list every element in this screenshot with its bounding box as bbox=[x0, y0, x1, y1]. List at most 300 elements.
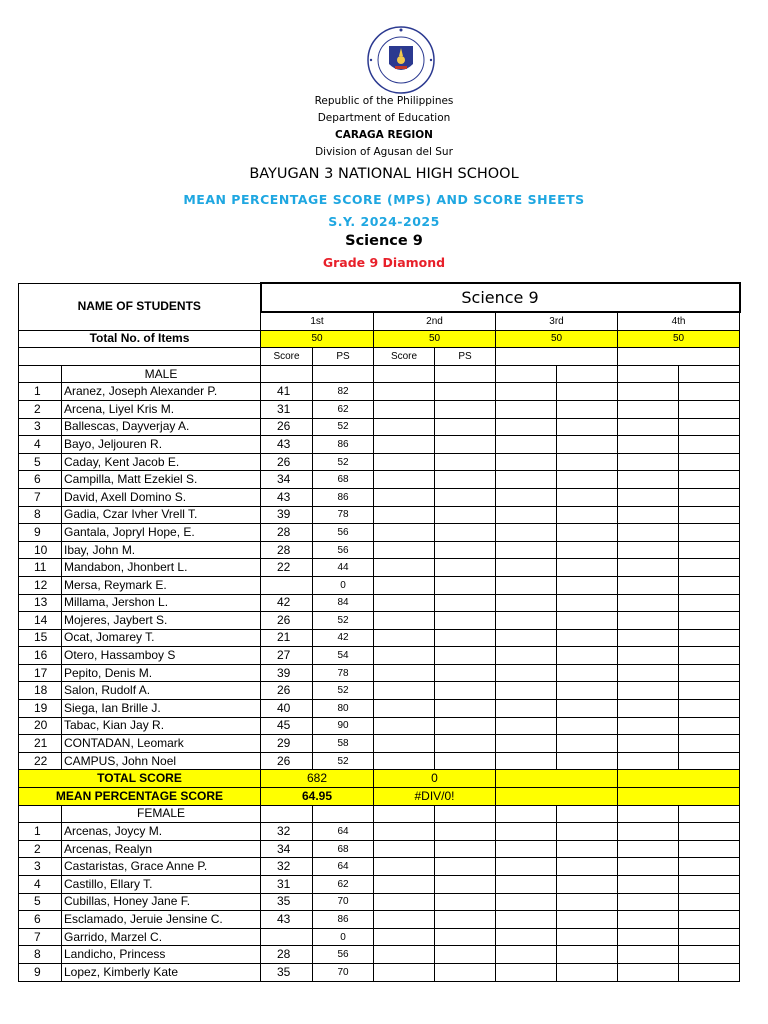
student-name: Mandabon, Jhonbert L. bbox=[62, 559, 261, 577]
student-name: CAMPUS, John Noel bbox=[62, 752, 261, 770]
empty-score-cell bbox=[618, 383, 679, 401]
student-name: Ibay, John M. bbox=[62, 541, 261, 559]
student-number: 9 bbox=[19, 524, 62, 542]
empty-score-cell bbox=[618, 436, 679, 454]
student-number: 20 bbox=[19, 717, 62, 735]
score-cell-q1: 45 bbox=[261, 717, 313, 735]
student-row bbox=[19, 893, 740, 911]
empty-score-cell bbox=[618, 559, 679, 577]
student-number: 3 bbox=[19, 418, 62, 436]
empty-score-cell bbox=[618, 453, 679, 471]
student-name: CONTADAN, Leomark bbox=[62, 735, 261, 753]
empty-score-cell bbox=[496, 471, 557, 489]
student-name: Landicho, Princess bbox=[62, 946, 261, 964]
empty-score-cell bbox=[618, 700, 679, 718]
ps-cell-q1: 68 bbox=[313, 840, 374, 858]
empty-score-cell bbox=[679, 664, 740, 682]
student-name: Lopez, Kimberly Kate bbox=[62, 963, 261, 981]
student-number: 10 bbox=[19, 541, 62, 559]
ps-cell-q1: 86 bbox=[313, 436, 374, 454]
student-number: 4 bbox=[19, 876, 62, 894]
empty-score-cell bbox=[374, 576, 435, 594]
ps-header-q1: PS bbox=[313, 348, 374, 366]
empty-score-cell bbox=[435, 488, 496, 506]
student-number: 2 bbox=[19, 840, 62, 858]
blank-cell bbox=[679, 365, 740, 383]
empty-score-cell bbox=[618, 576, 679, 594]
empty-score-cell bbox=[618, 682, 679, 700]
empty-score-cell bbox=[374, 717, 435, 735]
student-number: 15 bbox=[19, 629, 62, 647]
student-name: Campilla, Matt Ezekiel S. bbox=[62, 471, 261, 489]
empty-score-cell bbox=[374, 559, 435, 577]
student-number: 7 bbox=[19, 488, 62, 506]
student-number: 9 bbox=[19, 963, 62, 981]
empty-score-cell bbox=[618, 471, 679, 489]
mean-percentage-score-q4 bbox=[618, 788, 740, 806]
score-cell-q1: 35 bbox=[261, 893, 313, 911]
empty-score-cell bbox=[496, 418, 557, 436]
male-section-row bbox=[19, 365, 740, 383]
empty-score-cell bbox=[374, 471, 435, 489]
empty-score-cell bbox=[557, 576, 618, 594]
empty-score-cell bbox=[557, 453, 618, 471]
score-header-q2: Score bbox=[374, 348, 435, 366]
student-name: Mojeres, Jaybert S. bbox=[62, 612, 261, 630]
empty-score-cell bbox=[374, 911, 435, 929]
empty-score-cell bbox=[618, 963, 679, 981]
male-section-label: MALE bbox=[62, 365, 261, 383]
empty-score-cell bbox=[618, 735, 679, 753]
empty-score-cell bbox=[679, 541, 740, 559]
student-row bbox=[19, 840, 740, 858]
student-name: Mersa, Reymark E. bbox=[62, 576, 261, 594]
empty-score-cell bbox=[679, 506, 740, 524]
empty-score-cell bbox=[496, 823, 557, 841]
header-line-department: Department of Education bbox=[317, 112, 451, 124]
student-row bbox=[19, 963, 740, 981]
empty-score-cell bbox=[618, 524, 679, 542]
empty-score-cell bbox=[557, 700, 618, 718]
score-cell-q1: 43 bbox=[261, 911, 313, 929]
empty-score-cell bbox=[618, 418, 679, 436]
empty-score-cell bbox=[374, 928, 435, 946]
student-row bbox=[19, 400, 740, 418]
empty-score-cell bbox=[557, 506, 618, 524]
empty-score-cell bbox=[618, 946, 679, 964]
score-cell-q1: 34 bbox=[261, 471, 313, 489]
empty-score-cell bbox=[679, 383, 740, 401]
female-section-label: FEMALE bbox=[62, 805, 261, 823]
score-cell-q1: 26 bbox=[261, 612, 313, 630]
empty-score-cell bbox=[557, 682, 618, 700]
empty-score-cell bbox=[374, 541, 435, 559]
score-cell-q1: 32 bbox=[261, 823, 313, 841]
student-row bbox=[19, 471, 740, 489]
student-name: David, Axell Domino S. bbox=[62, 488, 261, 506]
score-cell-q1: 26 bbox=[261, 418, 313, 436]
student-number: 1 bbox=[19, 823, 62, 841]
empty-score-cell bbox=[618, 612, 679, 630]
student-name: Salon, Rudolf A. bbox=[62, 682, 261, 700]
ps-header-q2: PS bbox=[435, 348, 496, 366]
empty-score-cell bbox=[374, 963, 435, 981]
empty-score-cell bbox=[679, 488, 740, 506]
empty-score-cell bbox=[496, 383, 557, 401]
student-row bbox=[19, 594, 740, 612]
empty-score-cell bbox=[496, 752, 557, 770]
total-items-q2: 50 bbox=[374, 330, 496, 348]
empty-score-cell bbox=[496, 647, 557, 665]
score-cell-q1: 27 bbox=[261, 647, 313, 665]
empty-score-cell bbox=[679, 453, 740, 471]
score-cell-q1: 32 bbox=[261, 858, 313, 876]
empty-score-cell bbox=[496, 488, 557, 506]
student-number: 6 bbox=[19, 911, 62, 929]
empty-score-cell bbox=[374, 418, 435, 436]
empty-score-cell bbox=[496, 840, 557, 858]
ps-cell-q1: 62 bbox=[313, 400, 374, 418]
student-row bbox=[19, 647, 740, 665]
ps-cell-q1: 56 bbox=[313, 524, 374, 542]
blank-cell bbox=[496, 348, 618, 366]
score-cell-q1 bbox=[261, 928, 313, 946]
score-cell-q1: 21 bbox=[261, 629, 313, 647]
student-row bbox=[19, 541, 740, 559]
ps-cell-q1: 78 bbox=[313, 506, 374, 524]
quarter-4-header: 4th bbox=[618, 312, 740, 330]
blank-cell bbox=[313, 805, 374, 823]
empty-score-cell bbox=[435, 418, 496, 436]
empty-score-cell bbox=[435, 928, 496, 946]
student-row bbox=[19, 876, 740, 894]
subject-header: Science 9 bbox=[261, 283, 740, 312]
empty-score-cell bbox=[435, 436, 496, 454]
empty-score-cell bbox=[679, 629, 740, 647]
student-number: 6 bbox=[19, 471, 62, 489]
subject-title: Science 9 bbox=[345, 233, 423, 249]
empty-score-cell bbox=[557, 664, 618, 682]
empty-score-cell bbox=[557, 524, 618, 542]
student-number: 5 bbox=[19, 453, 62, 471]
empty-score-cell bbox=[374, 946, 435, 964]
empty-score-cell bbox=[496, 541, 557, 559]
mean-percentage-score-label: MEAN PERCENTAGE SCORE bbox=[19, 788, 261, 806]
student-name: Siega, Ian Brille J. bbox=[62, 700, 261, 718]
student-number: 22 bbox=[19, 752, 62, 770]
blank-cell bbox=[618, 805, 679, 823]
student-row bbox=[19, 858, 740, 876]
empty-score-cell bbox=[557, 418, 618, 436]
ps-cell-q1: 62 bbox=[313, 876, 374, 894]
ps-cell-q1: 80 bbox=[313, 700, 374, 718]
score-cell-q1: 28 bbox=[261, 541, 313, 559]
score-cell-q1: 41 bbox=[261, 383, 313, 401]
student-number: 13 bbox=[19, 594, 62, 612]
score-cell-q1: 42 bbox=[261, 594, 313, 612]
empty-score-cell bbox=[374, 488, 435, 506]
blank-cell bbox=[557, 805, 618, 823]
student-name: Ocat, Jomarey T. bbox=[62, 629, 261, 647]
header-row-1 bbox=[19, 283, 740, 312]
student-number: 8 bbox=[19, 946, 62, 964]
total-score-q2: 0 bbox=[374, 770, 496, 788]
empty-score-cell bbox=[435, 840, 496, 858]
student-row bbox=[19, 911, 740, 929]
empty-score-cell bbox=[435, 876, 496, 894]
score-header-q1: Score bbox=[261, 348, 313, 366]
empty-score-cell bbox=[374, 893, 435, 911]
student-row bbox=[19, 576, 740, 594]
empty-score-cell bbox=[496, 506, 557, 524]
empty-score-cell bbox=[679, 823, 740, 841]
empty-score-cell bbox=[435, 506, 496, 524]
empty-score-cell bbox=[557, 928, 618, 946]
empty-score-cell bbox=[496, 876, 557, 894]
empty-score-cell bbox=[496, 682, 557, 700]
empty-score-cell bbox=[435, 911, 496, 929]
empty-score-cell bbox=[618, 876, 679, 894]
empty-score-cell bbox=[435, 524, 496, 542]
empty-score-cell bbox=[618, 858, 679, 876]
empty-score-cell bbox=[435, 612, 496, 630]
blank-cell bbox=[435, 365, 496, 383]
empty-score-cell bbox=[618, 840, 679, 858]
header-line-republic: Republic of the Philippines bbox=[314, 95, 454, 107]
empty-score-cell bbox=[557, 858, 618, 876]
student-name: Arcenas, Joycy M. bbox=[62, 823, 261, 841]
ps-cell-q1: 68 bbox=[313, 471, 374, 489]
score-cell-q1: 35 bbox=[261, 963, 313, 981]
score-ps-header-row bbox=[19, 348, 740, 366]
student-number: 12 bbox=[19, 576, 62, 594]
blank-cell bbox=[261, 365, 313, 383]
empty-score-cell bbox=[496, 612, 557, 630]
empty-score-cell bbox=[374, 383, 435, 401]
student-number: 3 bbox=[19, 858, 62, 876]
student-name: Arcenas, Realyn bbox=[62, 840, 261, 858]
empty-score-cell bbox=[679, 840, 740, 858]
empty-score-cell bbox=[557, 471, 618, 489]
empty-score-cell bbox=[435, 700, 496, 718]
empty-score-cell bbox=[679, 911, 740, 929]
empty-score-cell bbox=[435, 400, 496, 418]
student-name: Bayo, Jeljouren R. bbox=[62, 436, 261, 454]
empty-score-cell bbox=[618, 647, 679, 665]
student-row bbox=[19, 946, 740, 964]
score-cell-q1: 26 bbox=[261, 752, 313, 770]
empty-score-cell bbox=[496, 928, 557, 946]
ps-cell-q1: 52 bbox=[313, 612, 374, 630]
empty-score-cell bbox=[374, 752, 435, 770]
student-number: 8 bbox=[19, 506, 62, 524]
score-cell-q1: 26 bbox=[261, 453, 313, 471]
female-section-row bbox=[19, 805, 740, 823]
student-name: Castillo, Ellary T. bbox=[62, 876, 261, 894]
student-row bbox=[19, 488, 740, 506]
score-cell-q1: 39 bbox=[261, 506, 313, 524]
ps-cell-q1: 52 bbox=[313, 682, 374, 700]
student-number: 1 bbox=[19, 383, 62, 401]
score-cell-q1: 31 bbox=[261, 400, 313, 418]
empty-score-cell bbox=[618, 752, 679, 770]
empty-score-cell bbox=[679, 524, 740, 542]
empty-score-cell bbox=[618, 488, 679, 506]
student-row bbox=[19, 682, 740, 700]
student-number: 14 bbox=[19, 612, 62, 630]
empty-score-cell bbox=[496, 700, 557, 718]
score-cell-q1: 43 bbox=[261, 436, 313, 454]
empty-score-cell bbox=[496, 436, 557, 454]
empty-score-cell bbox=[374, 840, 435, 858]
ps-cell-q1: 70 bbox=[313, 893, 374, 911]
total-items-label: Total No. of Items bbox=[19, 330, 261, 348]
student-name: Gantala, Jopryl Hope, E. bbox=[62, 524, 261, 542]
empty-score-cell bbox=[618, 717, 679, 735]
ps-cell-q1: 78 bbox=[313, 664, 374, 682]
ps-cell-q1: 58 bbox=[313, 735, 374, 753]
empty-score-cell bbox=[679, 594, 740, 612]
score-cell-q1: 29 bbox=[261, 735, 313, 753]
empty-score-cell bbox=[679, 946, 740, 964]
empty-score-cell bbox=[435, 647, 496, 665]
ps-cell-q1: 0 bbox=[313, 928, 374, 946]
score-sheet-table bbox=[18, 282, 741, 982]
student-row bbox=[19, 700, 740, 718]
empty-score-cell bbox=[435, 752, 496, 770]
quarter-3-header: 3rd bbox=[496, 312, 618, 330]
student-row bbox=[19, 735, 740, 753]
ps-cell-q1: 52 bbox=[313, 418, 374, 436]
empty-score-cell bbox=[435, 823, 496, 841]
empty-score-cell bbox=[374, 823, 435, 841]
empty-score-cell bbox=[496, 946, 557, 964]
score-cell-q1: 43 bbox=[261, 488, 313, 506]
student-row bbox=[19, 752, 740, 770]
empty-score-cell bbox=[435, 471, 496, 489]
empty-score-cell bbox=[557, 488, 618, 506]
student-number: 4 bbox=[19, 436, 62, 454]
empty-score-cell bbox=[679, 400, 740, 418]
student-name: Tabac, Kian Jay R. bbox=[62, 717, 261, 735]
blank-cell bbox=[679, 805, 740, 823]
student-name: Arcena, Liyel Kris M. bbox=[62, 400, 261, 418]
student-name: Castaristas, Grace Anne P. bbox=[62, 858, 261, 876]
ps-cell-q1: 42 bbox=[313, 629, 374, 647]
total-items-row bbox=[19, 330, 740, 348]
total-score-q4 bbox=[618, 770, 740, 788]
score-cell-q1: 39 bbox=[261, 664, 313, 682]
empty-score-cell bbox=[679, 963, 740, 981]
empty-score-cell bbox=[496, 400, 557, 418]
student-row bbox=[19, 928, 740, 946]
student-number: 16 bbox=[19, 647, 62, 665]
name-of-students-header: NAME OF STUDENTS bbox=[19, 283, 261, 330]
score-cell-q1: 31 bbox=[261, 876, 313, 894]
total-items-q4: 50 bbox=[618, 330, 740, 348]
empty-score-cell bbox=[435, 559, 496, 577]
student-row bbox=[19, 436, 740, 454]
blank-cell bbox=[19, 365, 62, 383]
empty-score-cell bbox=[374, 647, 435, 665]
empty-score-cell bbox=[557, 946, 618, 964]
empty-score-cell bbox=[496, 664, 557, 682]
empty-score-cell bbox=[435, 963, 496, 981]
empty-score-cell bbox=[374, 400, 435, 418]
quarter-1-header: 1st bbox=[261, 312, 374, 330]
student-name: Millama, Jershon L. bbox=[62, 594, 261, 612]
student-row bbox=[19, 524, 740, 542]
empty-score-cell bbox=[374, 858, 435, 876]
blank-cell bbox=[618, 365, 679, 383]
empty-score-cell bbox=[557, 541, 618, 559]
score-cell-q1: 22 bbox=[261, 559, 313, 577]
deped-seal-icon bbox=[359, 26, 443, 94]
empty-score-cell bbox=[557, 612, 618, 630]
empty-score-cell bbox=[557, 559, 618, 577]
ps-cell-q1: 90 bbox=[313, 717, 374, 735]
ps-cell-q1: 52 bbox=[313, 752, 374, 770]
student-number: 21 bbox=[19, 735, 62, 753]
empty-score-cell bbox=[496, 963, 557, 981]
ps-cell-q1: 56 bbox=[313, 541, 374, 559]
empty-score-cell bbox=[618, 911, 679, 929]
empty-score-cell bbox=[679, 559, 740, 577]
blank-cell bbox=[374, 805, 435, 823]
ps-cell-q1: 44 bbox=[313, 559, 374, 577]
empty-score-cell bbox=[435, 576, 496, 594]
empty-score-cell bbox=[618, 541, 679, 559]
empty-score-cell bbox=[435, 383, 496, 401]
score-cell-q1: 28 bbox=[261, 524, 313, 542]
blank-cell bbox=[313, 365, 374, 383]
score-cell-q1 bbox=[261, 576, 313, 594]
student-row bbox=[19, 664, 740, 682]
empty-score-cell bbox=[435, 946, 496, 964]
ps-cell-q1: 86 bbox=[313, 911, 374, 929]
ps-cell-q1: 86 bbox=[313, 488, 374, 506]
student-row bbox=[19, 629, 740, 647]
empty-score-cell bbox=[374, 876, 435, 894]
blank-cell bbox=[557, 365, 618, 383]
total-items-q3: 50 bbox=[496, 330, 618, 348]
section-name: Grade 9 Diamond bbox=[322, 255, 446, 270]
empty-score-cell bbox=[496, 717, 557, 735]
school-name: BAYUGAN 3 NATIONAL HIGH SCHOOL bbox=[249, 166, 519, 182]
empty-score-cell bbox=[374, 453, 435, 471]
total-items-q1: 50 bbox=[261, 330, 374, 348]
total-score-label: TOTAL SCORE bbox=[19, 770, 261, 788]
student-row bbox=[19, 506, 740, 524]
student-row bbox=[19, 717, 740, 735]
empty-score-cell bbox=[496, 858, 557, 876]
blank-cell bbox=[496, 365, 557, 383]
empty-score-cell bbox=[618, 823, 679, 841]
student-row bbox=[19, 612, 740, 630]
student-name: Garrido, Marzel C. bbox=[62, 928, 261, 946]
empty-score-cell bbox=[618, 594, 679, 612]
empty-score-cell bbox=[557, 436, 618, 454]
mean-percentage-score-q1: 64.95 bbox=[261, 788, 374, 806]
student-name: Aranez, Joseph Alexander P. bbox=[62, 383, 261, 401]
empty-score-cell bbox=[435, 735, 496, 753]
student-number: 19 bbox=[19, 700, 62, 718]
score-cell-q1: 40 bbox=[261, 700, 313, 718]
mean-percentage-score-row bbox=[19, 788, 740, 806]
blank-cell bbox=[374, 365, 435, 383]
empty-score-cell bbox=[435, 893, 496, 911]
empty-score-cell bbox=[679, 717, 740, 735]
